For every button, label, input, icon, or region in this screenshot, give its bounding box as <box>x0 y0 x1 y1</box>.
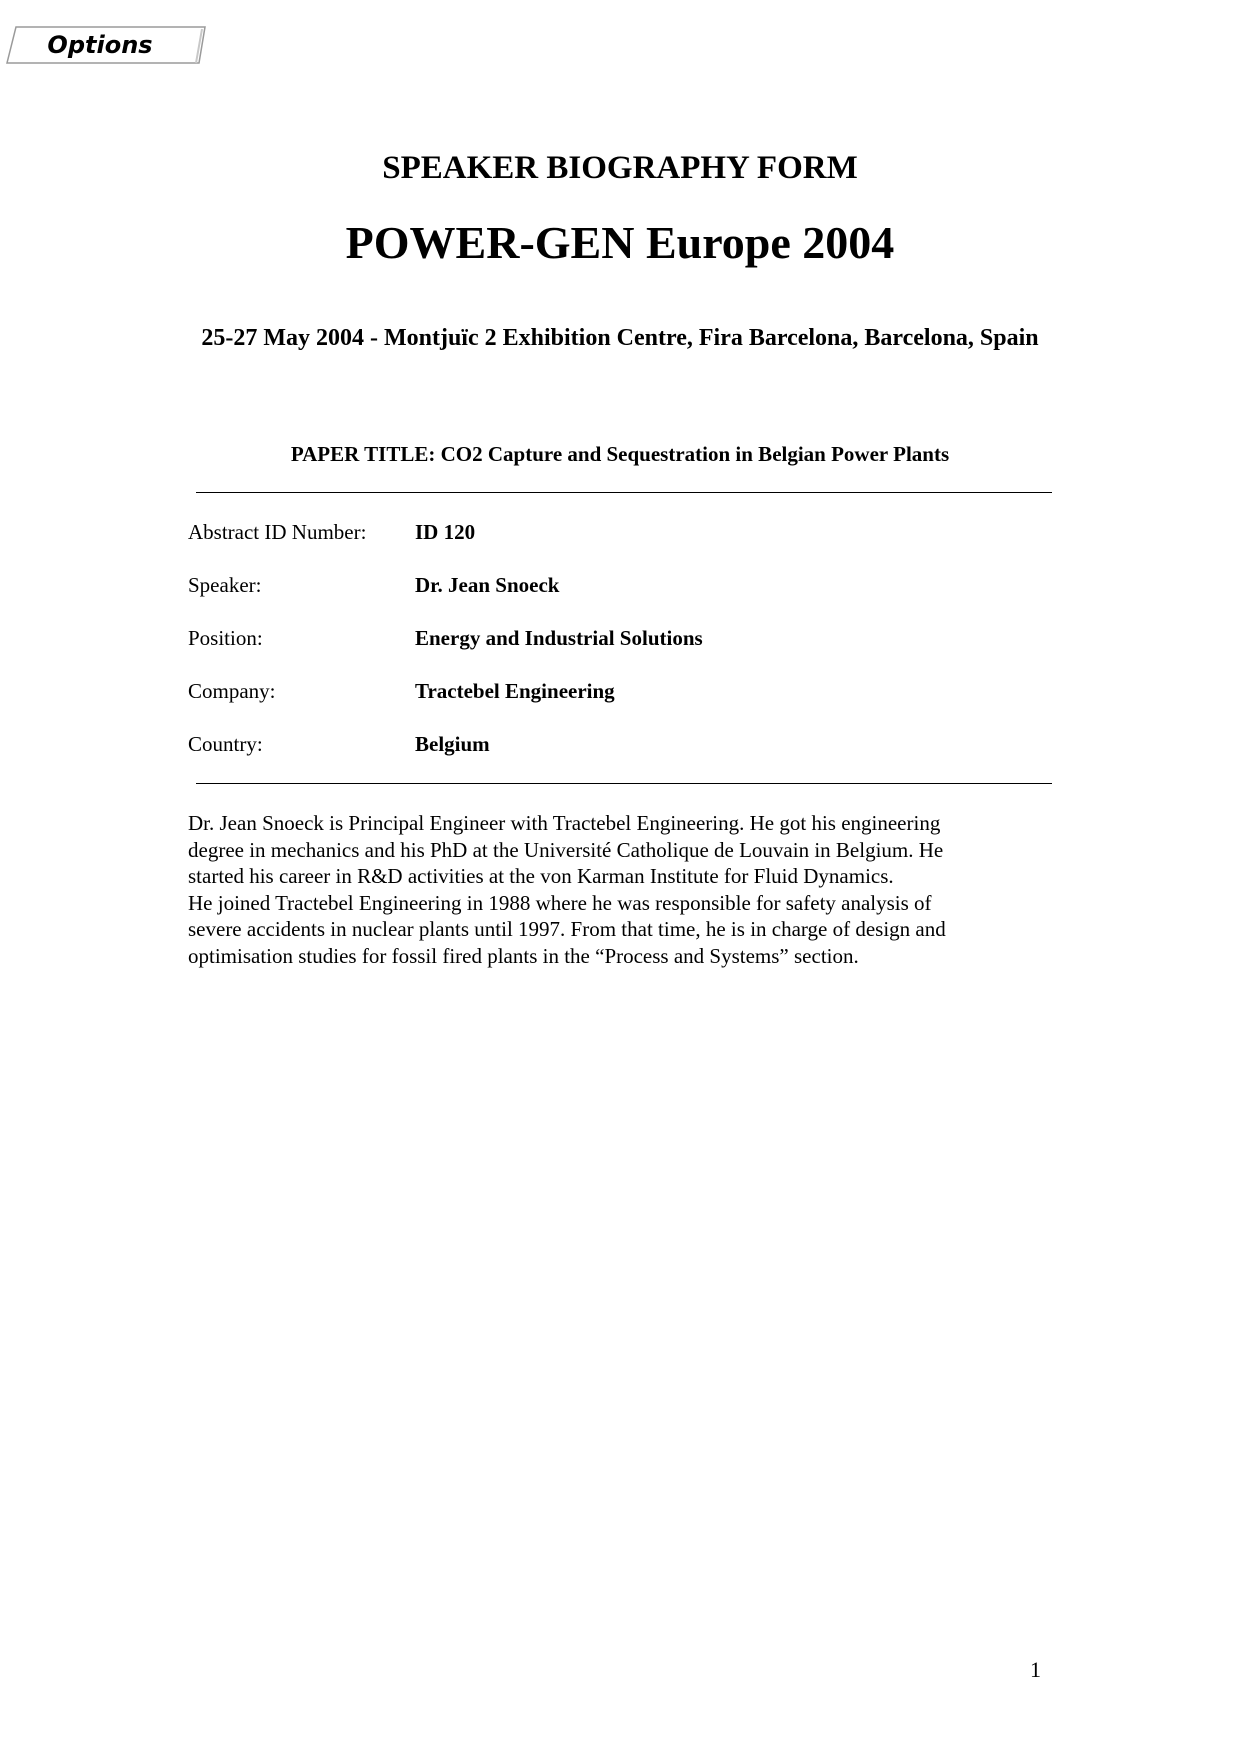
event-title: POWER-GEN Europe 2004 <box>345 217 895 268</box>
speaker-value: Dr. Jean Snoeck <box>415 573 560 597</box>
abstract-id-label: Abstract ID Number: <box>188 520 367 544</box>
biography-line: Dr. Jean Snoeck is Principal Engineer with Tractebel Engineering. He got his engineering <box>188 811 941 835</box>
biography-line: optimisation studies for fossil fired plants in the “Process and Systems” section. <box>188 943 859 968</box>
divider-top <box>196 492 1052 493</box>
divider-bottom <box>196 783 1052 784</box>
biography-line: started his career in R&D activities at the von Karman Institute for Fluid Dynamics. <box>188 864 894 889</box>
speaker-label: Speaker: <box>188 573 262 597</box>
company-value: Tractebel Engineering <box>415 679 615 703</box>
biography-text <box>188 810 1068 970</box>
biography-line: severe accidents in nuclear plants until 1997. From that time, he is in charge of design and <box>188 917 946 942</box>
field-position <box>188 623 1068 653</box>
country-value: Belgium <box>415 732 490 756</box>
event-dates-venue: 25-27 May 2004 - Montjuïc 2 Exhibition Centre, Fira Barcelona, Barcelona, Spain <box>201 325 1039 351</box>
abstract-id-value: ID 120 <box>415 520 476 544</box>
form-title: SPEAKER BIOGRAPHY FORM <box>382 150 858 186</box>
position-label: Position: <box>188 626 263 650</box>
field-country <box>188 729 1068 759</box>
options-button[interactable] <box>6 26 206 64</box>
field-abstract-id <box>188 517 1068 547</box>
biography-line: He joined Tractebel Engineering in 1988 where he was responsible for safety analysis of <box>188 890 932 915</box>
position-value: Energy and Industrial Solutions <box>415 626 703 650</box>
paper-title: PAPER TITLE: CO2 Capture and Sequestration in Belgian Power Plants <box>290 442 950 466</box>
field-company <box>188 676 1068 706</box>
company-label: Company: <box>188 679 276 703</box>
page-number: 1 <box>1030 1657 1041 1682</box>
biography-line: degree in mechanics and his PhD at the Université Catholique de Louvain in Belgium. He <box>188 837 944 862</box>
field-speaker <box>188 570 1068 600</box>
country-label: Country: <box>188 732 263 756</box>
options-label: Options <box>47 31 153 59</box>
